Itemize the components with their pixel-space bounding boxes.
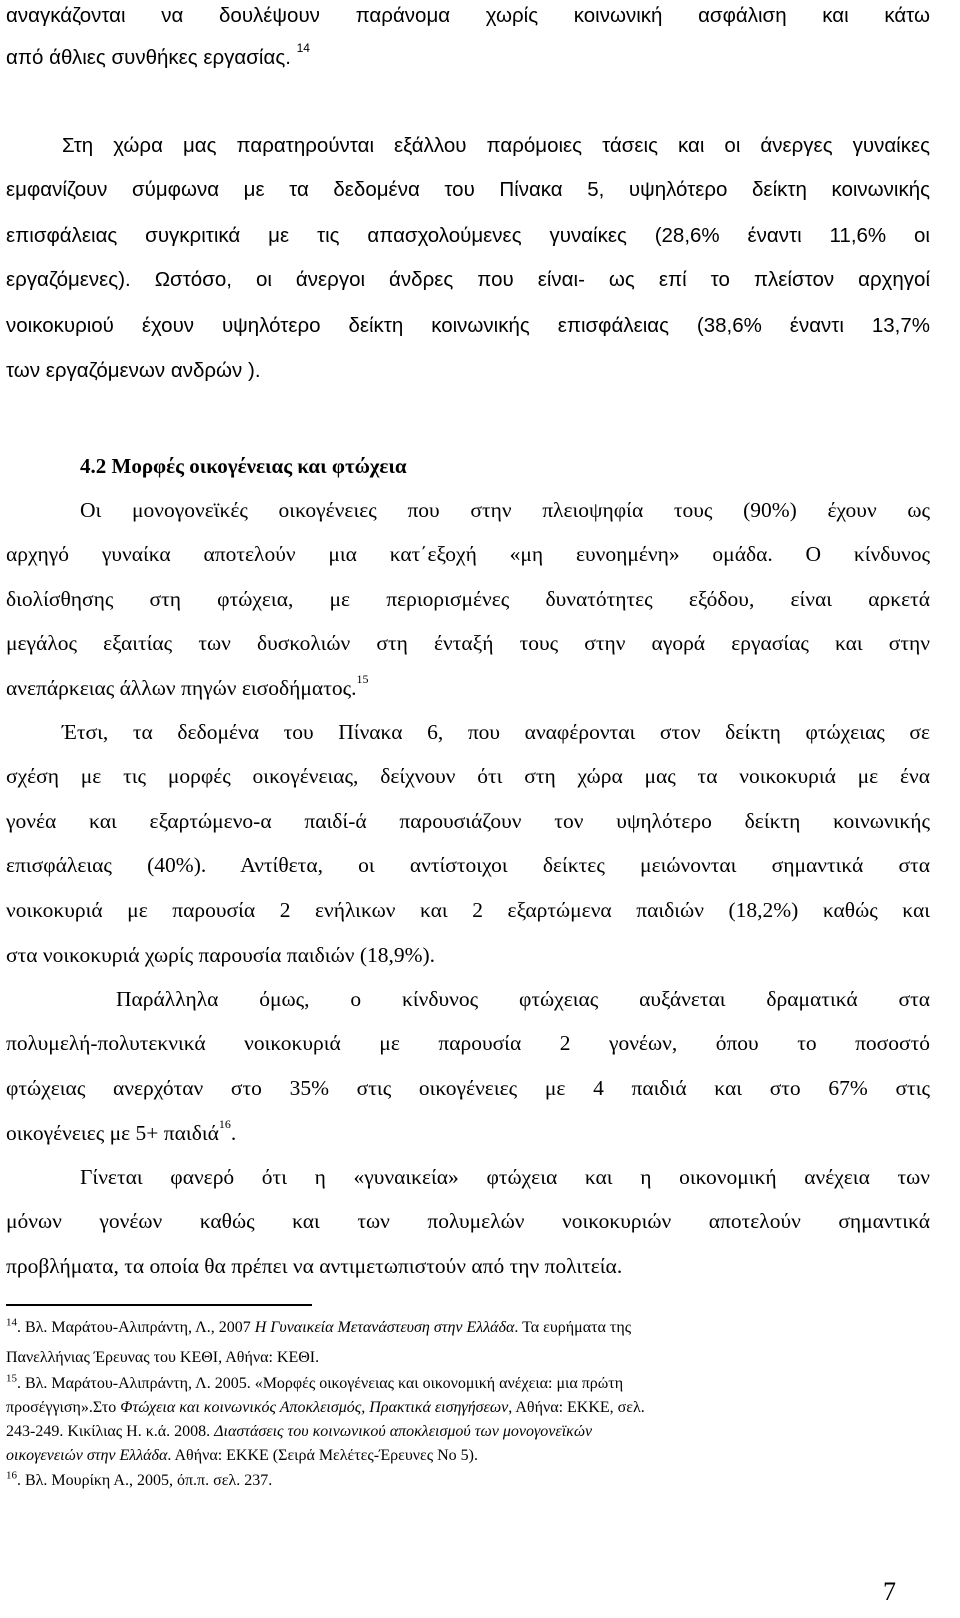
footnote-15-cont: 243-249. Κικίλιας Η. κ.ά. 2008. Διαστάσεις του κοινωνικού αποκλεισμού των μονογονεϊκών [6, 1423, 593, 1440]
paragraph-5-line: φτώχειας ανερχόταν στο 35% στις οικογένειες με 4 παιδιά και στο 67% στις [6, 1076, 930, 1100]
paragraph-3-line: μεγάλος εξαιτίας των δυσκολιών στη ένταξή τους στην αγορά εργασίας και στην [6, 631, 930, 655]
paragraph-5-line: οικογένειες με 5+ παιδιά$^{16}$. [6, 1116, 237, 1145]
paragraph-4-line: νοικοκυριά με παρουσία 2 ενήλικων και 2 εξαρτώμενα παιδιών (18,2%) καθώς και [6, 898, 930, 922]
paragraph-6-line: Γίνεται φανερό ότι η «γυναικεία» φτώχεια και η οικονομική ανέχεια των [80, 1165, 930, 1189]
paragraph-4-line: γονέα και εξαρτώμενο-α παιδί-ά παρουσιάζουν τον υψηλότερο δείκτη κοινωνικής [6, 809, 930, 833]
paragraph-3-line: Οι μονογονεϊκές οικογένειες που στην πλειοψηφία τους (90%) έχουν ως [80, 498, 930, 522]
paragraph-2-line: εργαζόμενες). Ωστόσο, οι άνεργοι άνδρες που είναι- ως επί το πλείστον αρχηγοί [6, 268, 930, 291]
paragraph-4-line: στα νοικοκυριά χωρίς παρουσία παιδιών (18,9%). [6, 943, 436, 967]
paragraph-2-line: Στη χώρα μας παρατηρούνται εξάλλου παρόμοιες τάσεις και οι άνεργες γυναίκες [62, 134, 930, 157]
footnote-ref-16: 16 [218, 1116, 231, 1131]
paragraph-2-line: νοικοκυριού έχουν υψηλότερο δείκτη κοινωνικής επισφάλειας (38,6% έναντι 13,7% [6, 314, 930, 337]
paragraph-6-line: μόνων γονέων καθώς και των πολυμελών νοικοκυριών αποτελούν σημαντικά [6, 1209, 930, 1233]
paragraph-5-line: Παράλληλα όμως, ο κίνδυνος φτώχειας αυξάνεται δραματικά στα [116, 987, 930, 1011]
footnote-16: $^{16}$. Βλ. Μουρίκη Α., 2005, όπ.π. σελ. 237. [6, 1469, 273, 1489]
footnote-15-cont: οικογενειών στην Ελλάδα. Αθήνα: ΕΚΚΕ (Σειρά Μελέτες-Έρευνες Νο 5). [6, 1447, 478, 1464]
footnote-14: $^{14}$. Βλ. Μαράτου-Αλιπράντη, Λ., 2007 Η Γυναικεία Μετανάστευση στην Ελλάδα. Τα ευρήματα της [6, 1316, 632, 1336]
section-heading: 4.2 Μορφές οικογένειας και φτώχεια [80, 454, 407, 478]
paragraph-4-line: Έτσι, τα δεδομένα του Πίνακα 6, που αναφέρονται στον δείκτη φτώχειας σε [62, 720, 930, 744]
page-number: 7 [883, 1577, 896, 1606]
paragraph-2-line: εμφανίζουν σύμφωνα με τα δεδομένα του Πίνακα 5, υψηλότερο δείκτη κοινωνικής [6, 178, 930, 201]
paragraph-4-line: σχέση με τις μορφές οικογένειας, δείχνουν ότι στη χώρα μας τα νοικοκυριά με ένα [6, 764, 930, 788]
paragraph-2-line: των εργαζόμενων ανδρών ). [6, 359, 261, 382]
paragraph-2-line: επισφάλειας συγκριτικά με τις απασχολούμενες γυναίκες (28,6% έναντι 11,6% οι [6, 224, 930, 247]
paragraph-3-line: ανεπάρκειας άλλων πηγών εισοδήματος.$^{15}$ [6, 671, 369, 700]
footnote-ref-15: 15 [356, 671, 369, 686]
paragraph-1-line: από άθλιες συνθήκες εργασίας. $^{14}$ [6, 41, 310, 69]
footnote-14-cont: Πανελλήνιας Έρευνας του ΚΕΘΙ, Αθήνα: ΚΕΘΙ. [6, 1349, 320, 1366]
footnote-separator [6, 1304, 312, 1306]
footnote-15: $^{15}$. Βλ. Μαράτου-Αλιπράντη, Λ. 2005. «Μορφές οικογένειας και οικονομική ανέχεια: μια πρώτη [6, 1372, 624, 1392]
footnote-ref-14: 14 [296, 41, 310, 56]
footnote-15-cont: προσέγγιση».Στο Φτώχεια και κοινωνικός Αποκλεισμός, Πρακτικά εισηγήσεων, Αθήνα: ΕΚΚΕ, σελ. [6, 1399, 645, 1416]
paragraph-5-line: πολυμελή-πολυτεκνικά νοικοκυριά με παρουσία 2 γονέων, όπου το ποσοστό [6, 1031, 930, 1055]
paragraph-3-line: αρχηγό γυναίκα αποτελούν μια κατ΄εξοχή «μη ευνοημένη» ομάδα. Ο κίνδυνος [6, 542, 930, 566]
paragraph-6-line: προβλήματα, τα οποία θα πρέπει να αντιμετωπιστούν από την πολιτεία. [6, 1254, 623, 1278]
paragraph-4-line: επισφάλειας (40%). Αντίθετα, οι αντίστοιχοι δείκτες μειώνονται σημαντικά στα [6, 853, 930, 877]
paragraph-3-line: διολίσθησης στη φτώχεια, με περιορισμένες δυνατότητες εξόδου, είναι αρκετά [6, 587, 930, 611]
paragraph-1-line: αναγκάζονται να δουλέψουν παράνομα χωρίς κοινωνική ασφάλιση και κάτω [6, 4, 930, 27]
